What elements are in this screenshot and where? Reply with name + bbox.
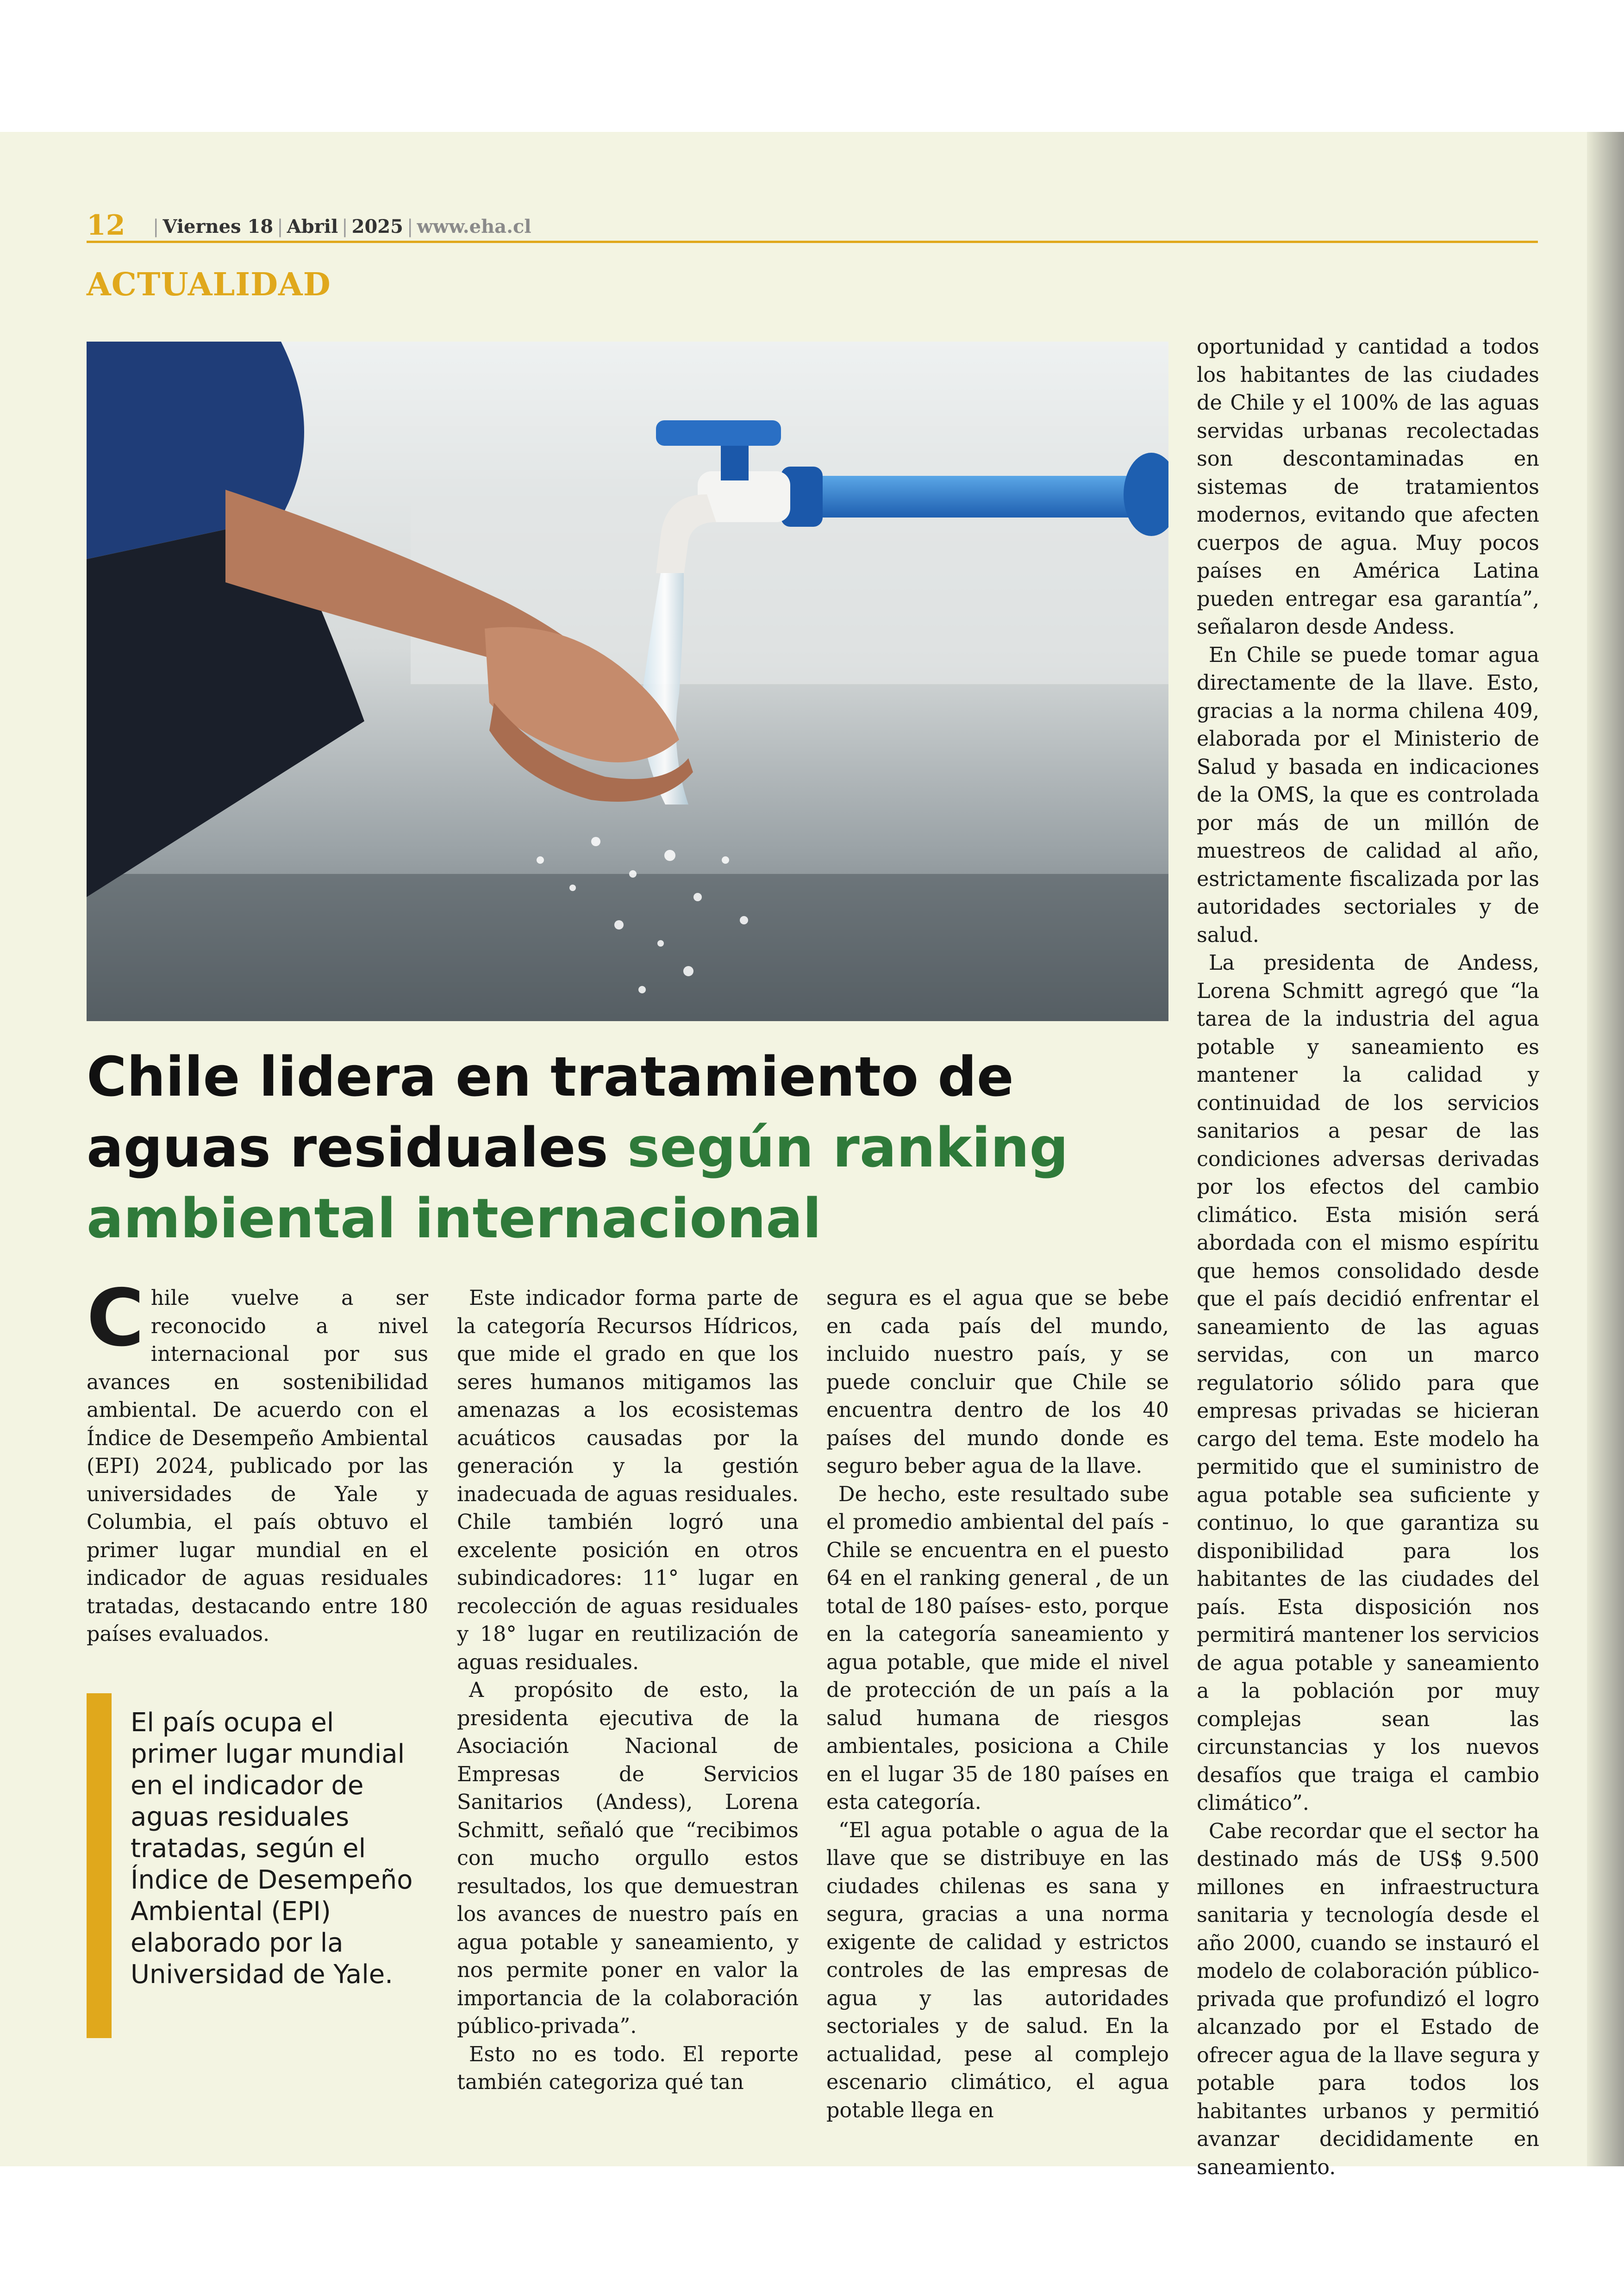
pull-quote-text: El país ocupa el primer lugar mundial en el indicador de aguas residuales tratadas, según el Índice de Desempeño Ambiental (EPI) elaborado por la Universidad de Yale. bbox=[131, 1708, 413, 1989]
article-column-2 bbox=[457, 1285, 799, 2097]
paragraph: En Chile se puede tomar agua directamente de la llave. Esto, gracias a la norma chilena 409, elaborada por el Ministerio de Salud y basada en indicaciones de la OMS, la que es controlada por más de un millón de muestreos de calidad al año, estrictamente fiscalizada por las autoridades sectoriales y de salud. bbox=[1197, 643, 1539, 947]
issue-day: Viernes 18 bbox=[162, 216, 274, 237]
paragraph: La presidenta de Andess, Lorena Schmitt agregó que “la tarea de la industria del agua potable y saneamiento es mantener la calidad y continuidad de los servicios sanitarios a pesar de las condiciones adversas derivadas por los efectos del cambio climático. Esta misión será abordada con el mismo espíritu que hemos consolidado desde que el país decidió enfrentar el saneamiento de las aguas servidas, con un marco regulatorio sólido para que empresas privadas se hicieran cargo del tema. Este modelo ha permitido que el suministro de agua potable sea suficiente y continuo, lo que garantiza su disponibilidad para los habitantes de las ciudades del país. Esta disposición nos permitirá mantener los servicios de agua potable y saneamiento a la población por muy complejas sean las circunstancias y los nuevos desafíos que traiga el cambio climático”. bbox=[1197, 951, 1539, 1815]
lead-paragraph: hile vuelve a ser reconocido a nivel internacional por sus avances en sostenibilidad ambiental. De acuerdo con el Índice de Desempeño Ambiental (EPI) 2024, publicado por las universidades de Yale y Columbia, el país obtuvo el primer lugar mundial en el indicador de aguas residuales tratadas, destacando entre 180 países evaluados. bbox=[87, 1286, 428, 1646]
page-edge-shadow bbox=[1587, 132, 1624, 2166]
article-column-4 bbox=[1197, 333, 1539, 2182]
headline-main: Chile lidera en tratamiento de aguas residuales bbox=[87, 1045, 1014, 1179]
section-label: ACTUALIDAD bbox=[87, 266, 331, 303]
page-number: 12 bbox=[87, 209, 125, 242]
paragraph: “El agua potable o agua de la llave que se distribuye en las ciudades chilenas es sana y segura, gracias a una norma exigente de calidad y estrictos controles de las empresas de agua y las autoridades sectoriales y de salud. En la actualidad, pese al complejo escenario climático, el agua potable llega en bbox=[826, 1818, 1169, 2122]
paragraph: oportunidad y cantidad a todos los habitantes de las ciudades de Chile y el 100% de las aguas servidas urbanas recolectadas son descontaminadas en sistemas de tratamientos modernos, evitando que afecten cuerpos de agua. Muy pocos países en América Latina pueden entregar esa garantía”, señalaron desde Andess. bbox=[1197, 335, 1539, 639]
issue-year: 2025 bbox=[351, 216, 403, 237]
drop-cap: C bbox=[87, 1272, 144, 1364]
water-tap-hands-icon bbox=[87, 342, 1168, 1021]
pull-quote bbox=[87, 1693, 420, 2038]
paragraph: Cabe recordar que el sector ha destinado más de US$ 9.500 millones en infraestructura sanitaria y tecnología desde el año 2000, cuando se instauró el modelo de colaboración público-privada que profundizó el logro alcanzado por el Estado de ofrecer agua de la llave segura y potable para todos los habitantes urbanos y permitió avanzar decididamente en saneamiento. bbox=[1197, 1819, 1539, 2179]
pull-quote-bar bbox=[87, 1693, 112, 2038]
article-column-1 bbox=[87, 1272, 428, 1649]
article-headline bbox=[87, 1041, 1170, 1254]
site-url[interactable]: www.eha.cl bbox=[417, 216, 531, 237]
issue-month: Abril bbox=[287, 216, 338, 237]
headline-highlight: según ranking ambiental internacional bbox=[87, 1116, 1068, 1250]
paragraph: Esto no es todo. El reporte también categoriza qué tan bbox=[457, 2042, 799, 2094]
article-photo bbox=[87, 342, 1168, 1021]
paragraph: segura es el agua que se bebe en cada país del mundo, incluido nuestro país, y se puede concluir que Chile se encuentra dentro de los 40 países del mundo donde es seguro beber agua de la llave. bbox=[826, 1286, 1169, 1478]
paragraph: De hecho, este resultado sube el promedio ambiental del país -Chile se encuentra en el puesto 64 en el ranking general , de un total de 180 países- esto, porque en la categoría saneamiento y agua potable, que mide el nivel de protección de un país a la salud humana de riesgos ambientales, posiciona a Chile en el lugar 35 de 180 países en esta categoría. bbox=[826, 1482, 1169, 1814]
issue-date: | Viernes 18 | Abril | 2025 | www.eha.cl bbox=[153, 216, 531, 237]
article-column-3 bbox=[826, 1285, 1169, 2125]
paragraph: A propósito de esto, la presidenta ejecutiva de la Asociación Nacional de Empresas de Servicios Sanitarios (Andess), Lorena Schmitt, señaló que “recibimos con mucho orgullo estos resultados, los que demuestran los avances de nuestro país en agua potable y saneamiento, y nos permite poner en valor la importancia de la colaboración público-privada”. bbox=[457, 1678, 799, 2038]
page-header bbox=[87, 209, 1538, 243]
paragraph: Este indicador forma parte de la categoría Recursos Hídricos, que mide el grado en que los seres humanos mitigamos las amenazas a los ecosistemas acuáticos causadas por la generación y la gestión inadecuada de aguas residuales. Chile también logró una excelente posición en otros subindicadores: 11° lugar en recolección de aguas residuales y 18° lugar en reutilización de aguas residuales. bbox=[457, 1286, 799, 1674]
